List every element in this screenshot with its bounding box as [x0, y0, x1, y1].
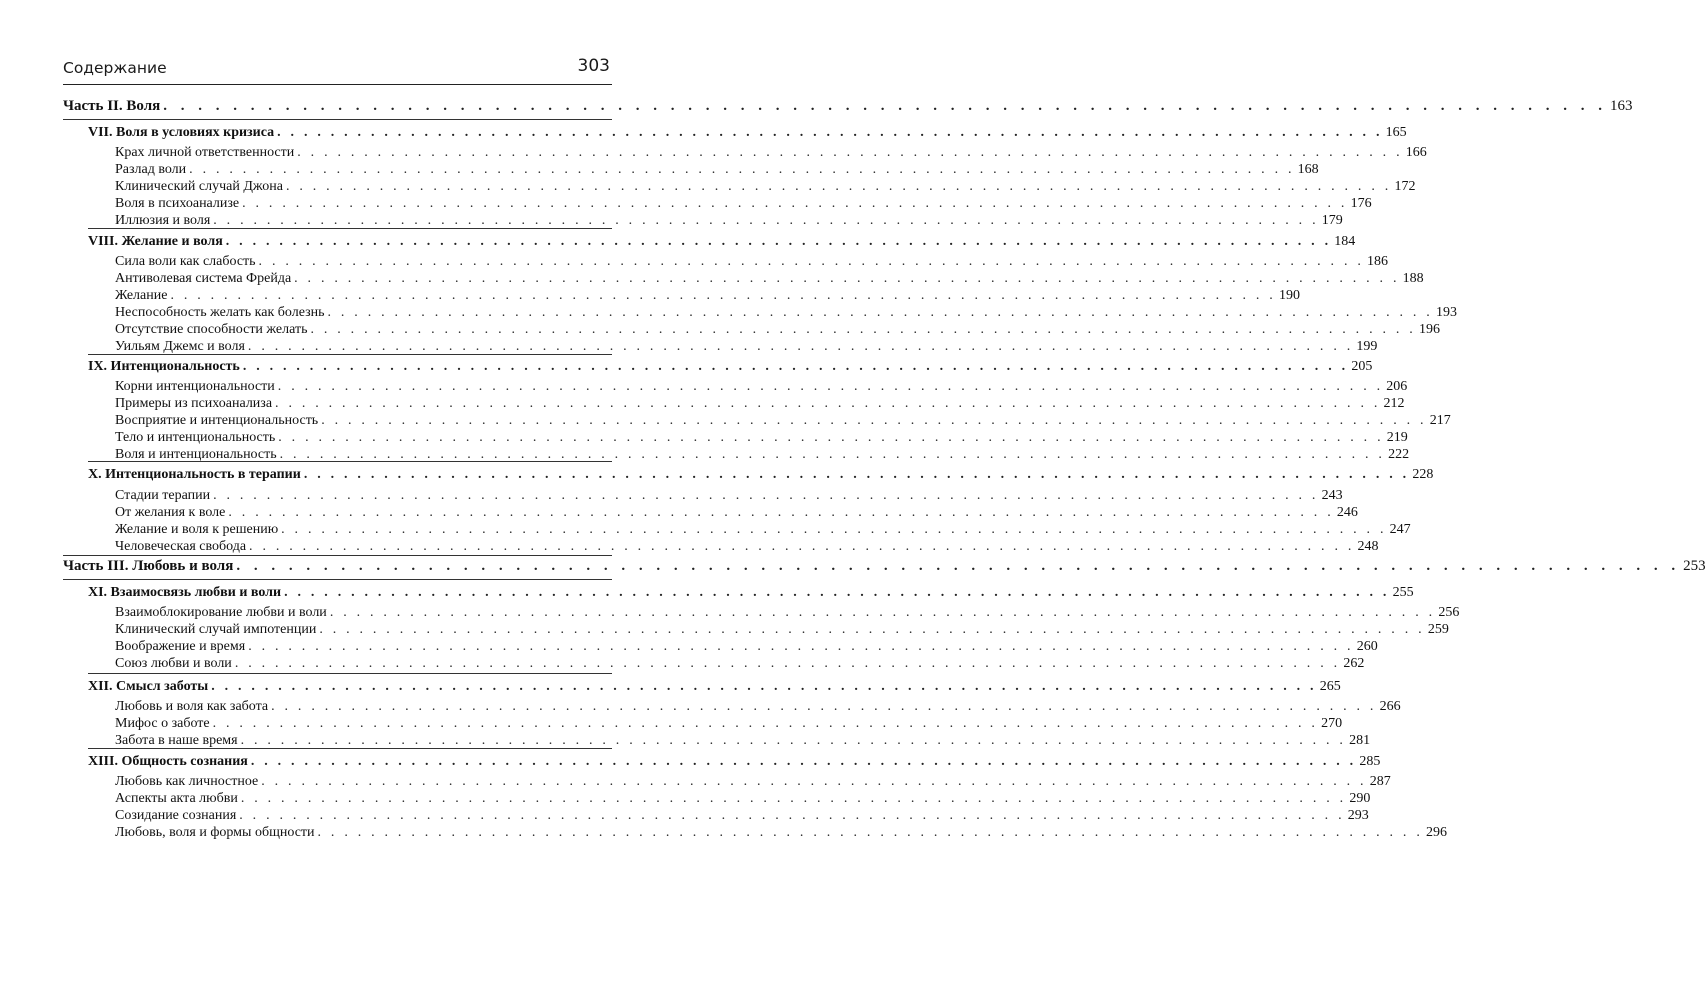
- dot-leader: . . . . . . . . . . . . . . . . . . . . . . . . . . . . . . . . . . . . . . . . . . . . . . . . . . . . . . . . . . . . . . . . . . . . . . . . . . . . . . . . . . .: [310, 322, 1416, 337]
- toc-section-entry[interactable]: [115, 522, 1411, 538]
- toc-entry-page: 253: [1683, 558, 1706, 574]
- toc-entry-page: 165: [1385, 125, 1407, 140]
- toc-entry-page: 190: [1278, 288, 1300, 303]
- toc-entry-page: 296: [1426, 825, 1448, 840]
- toc-entry-title: Аспекты акта любви: [115, 791, 238, 806]
- toc-entry-title: Человеческая свобода: [115, 539, 247, 554]
- dot-leader: . . . . . . . . . . . . . . . . . . . . . . . . . . . . . . . . . . . . . . . . . . . . . . . . . . . . . . . . . . . . . . . . . . . . . . . . . . . . . . . . . . .: [317, 825, 1424, 840]
- dot-leader: . . . . . . . . . . . . . . . . . . . . . . . . . . . . . . . . . . . . . . . . . . . . . . . . . . . . . . . . . . . . . . . . . . . . . . . . . . . . . . . . . . .: [225, 234, 1332, 249]
- toc-entry-title: Любовь, воля и формы общности: [115, 825, 315, 840]
- toc-entry-title: Воля и интенциональность: [115, 447, 277, 462]
- dot-leader: . . . . . . . . . . . . . . . . . . . . . . . . . . . . . . . . . . . . . . . . . . . . . . . . . . . . . . . . . . . . . . . . . . . . . . . . . . . . . . . . . . .: [228, 505, 1334, 520]
- dot-leader: . . . . . . . . . . . . . . . . . . . . . . . . . . . . . . . . . . . . . . . . . . . . . . . . . . . . . . . . . . . . . . . . . . . . . . . . . . . . . . . . . . .: [249, 539, 1355, 554]
- toc-entry-title: Крах личной ответственности: [115, 145, 295, 160]
- toc-entry-title: Воля в психоанализе: [115, 196, 240, 211]
- dot-leader: . . . . . . . . . . . . . . . . . . . . . . . . . . . . . . . . . . . . . . . . . . . . . . . . . . . . . . . . . . . . . . . . . . . . . . . . . . . . . . . . . . .: [303, 467, 1410, 482]
- toc-entry-title: Союз любви и воли: [115, 656, 232, 671]
- toc-entry-title: Восприятие и интенциональность: [115, 413, 319, 428]
- toc-entry-page: 247: [1389, 522, 1411, 537]
- toc-section-entry[interactable]: [115, 699, 1401, 715]
- toc-section-entry[interactable]: [115, 447, 1410, 463]
- toc-entry-page: 266: [1379, 699, 1401, 714]
- toc-chapter-entry[interactable]: [88, 234, 1356, 250]
- toc-entry-page: 256: [1438, 605, 1460, 620]
- dot-leader: . . . . . . . . . . . . . . . . . . . . . . . . . . . . . . . . . . . . . . . . . . . . . . . . . . . . . . . . . . . . . . . . . . . . . . . . . . . . . . . . . . .: [275, 396, 1381, 411]
- toc-part-entry[interactable]: [63, 558, 1706, 574]
- toc-entry-title: Клинический случай Джона: [115, 179, 283, 194]
- toc-section-entry[interactable]: [115, 305, 1457, 321]
- dot-leader: . . . . . . . . . . . . . . . . . . . . . . . . . . . . . . . . . . . . . . . . . . . . . . . . . . . . . . . . . . . . . . . . . . . . . . . . . . . . . . . . . . .: [189, 162, 1295, 177]
- toc-entry-page: 222: [1388, 447, 1410, 462]
- toc-section-entry[interactable]: [115, 213, 1343, 229]
- toc-section-entry[interactable]: [115, 488, 1343, 504]
- dot-leader: . . . . . . . . . . . . . . . . . . . . . . . . . . . . . . . . . . . . . . . . . . . . . . . . . . . . . . . . . . . . . . . . . . . . . . . . . . . . . . . . . . .: [327, 305, 1433, 320]
- toc-entry-page: 205: [1351, 359, 1373, 374]
- toc-entry-title: VII. Воля в условиях кризиса: [88, 125, 275, 140]
- toc-entry-title: Любовь как личностное: [115, 774, 259, 789]
- toc-entry-page: 287: [1369, 774, 1391, 789]
- toc-section-entry[interactable]: [115, 539, 1379, 555]
- toc-entry-page: 219: [1386, 430, 1408, 445]
- toc-chapter-entry[interactable]: [88, 679, 1341, 695]
- toc-entry-page: 193: [1436, 305, 1457, 320]
- toc-entry-page: 270: [1321, 716, 1343, 731]
- dot-leader: . . . . . . . . . . . . . . . . . . . . . . . . . . . . . . . . . . . . . . . . . . . . . . . . . . . . . . . . . . . . . . . . . . . . . . . . . . . . . . . . . . .: [163, 98, 1607, 114]
- dot-leader: . . . . . . . . . . . . . . . . . . . . . . . . . . . . . . . . . . . . . . . . . . . . . . . . . . . . . . . . . . . . . . . . . . . . . . . . . . . . . . . . . . .: [242, 359, 1349, 374]
- dot-leader: . . . . . . . . . . . . . . . . . . . . . . . . . . . . . . . . . . . . . . . . . . . . . . . . . . . . . . . . . . . . . . . . . . . . . . . . . . . . . . . . . . .: [319, 622, 1425, 637]
- toc-entry-title: X. Интенциональность в терапии: [88, 467, 301, 482]
- toc-entry-page: 172: [1394, 179, 1416, 194]
- toc-entry-page: 168: [1297, 162, 1319, 177]
- toc-section-entry[interactable]: [115, 288, 1300, 304]
- divider-rule: [63, 119, 612, 120]
- toc-entry-page: 260: [1356, 639, 1378, 654]
- toc-section-entry[interactable]: [115, 396, 1405, 412]
- toc-entry-title: Корни интенциональности: [115, 379, 275, 394]
- toc-entry-title: Неспособность желать как болезнь: [115, 305, 325, 320]
- toc-section-entry[interactable]: [115, 808, 1369, 824]
- toc-entry-title: XIII. Общность сознания: [88, 754, 248, 769]
- toc-section-entry[interactable]: [115, 774, 1391, 790]
- toc-entry-page: 206: [1386, 379, 1408, 394]
- toc-section-entry[interactable]: [115, 145, 1427, 161]
- toc-entry-title: Стадии терапии: [115, 488, 211, 503]
- toc-entry-page: 166: [1405, 145, 1427, 160]
- divider-rule: [63, 555, 612, 556]
- toc-entry-title: Иллюзия и воля: [115, 213, 211, 228]
- dot-leader: . . . . . . . . . . . . . . . . . . . . . . . . . . . . . . . . . . . . . . . . . . . . . . . . . . . . . . . . . . . . . . . . . . . . . . . . . . . . . . . . . . .: [250, 754, 1357, 769]
- toc-section-entry[interactable]: [115, 254, 1389, 270]
- dot-leader: . . . . . . . . . . . . . . . . . . . . . . . . . . . . . . . . . . . . . . . . . . . . . . . . . . . . . . . . . . . . . . . . . . . . . . . . . . . . . . . . . . .: [261, 774, 1367, 789]
- toc-entry-title: XI. Взаимосвязь любви и воли: [88, 585, 282, 600]
- toc-section-entry[interactable]: [115, 656, 1365, 672]
- toc-section-entry[interactable]: [115, 162, 1319, 178]
- dot-leader: . . . . . . . . . . . . . . . . . . . . . . . . . . . . . . . . . . . . . . . . . . . . . . . . . . . . . . . . . . . . . . . . . . . . . . . . . . . . . . . . . . .: [248, 639, 1354, 654]
- toc-entry-page: 248: [1357, 539, 1379, 554]
- toc-entry-page: 163: [1609, 98, 1633, 114]
- dot-leader: . . . . . . . . . . . . . . . . . . . . . . . . . . . . . . . . . . . . . . . . . . . . . . . . . . . . . . . . . . . . . . . . . . . . . . . . . . . . . . . . . . .: [278, 430, 1384, 445]
- dot-leader: . . . . . . . . . . . . . . . . . . . . . . . . . . . . . . . . . . . . . . . . . . . . . . . . . . . . . . . . . . . . . . . . . . . . . . . . . . . . . . . . . . .: [277, 379, 1384, 394]
- toc-entry-title: Клинический случай импотенции: [115, 622, 317, 637]
- toc-entry-page: 228: [1412, 467, 1434, 482]
- toc-section-entry[interactable]: [115, 271, 1424, 287]
- dot-leader: . . . . . . . . . . . . . . . . . . . . . . . . . . . . . . . . . . . . . . . . . . . . . . . . . . . . . . . . . . . . . . . . . . . . . . . . . . . . . . . . . . .: [236, 558, 1681, 574]
- toc-entry-page: 186: [1367, 254, 1389, 269]
- toc-entry-page: 199: [1356, 339, 1378, 354]
- toc-entry-page: 179: [1321, 213, 1343, 228]
- toc-section-entry[interactable]: [115, 622, 1449, 638]
- toc-entry-page: 285: [1359, 754, 1381, 769]
- toc-entry-page: 281: [1349, 733, 1371, 748]
- toc-part-entry[interactable]: [63, 98, 1633, 114]
- toc-entry-title: Мифос о заботе: [115, 716, 210, 731]
- toc-entry-page: 243: [1321, 488, 1343, 503]
- toc-section-entry[interactable]: [115, 605, 1460, 621]
- toc-entry-page: 246: [1336, 505, 1358, 520]
- toc-chapter-entry[interactable]: [88, 467, 1434, 483]
- toc-entry-page: 212: [1383, 396, 1405, 411]
- dot-leader: . . . . . . . . . . . . . . . . . . . . . . . . . . . . . . . . . . . . . . . . . . . . . . . . . . . . . . . . . . . . . . . . . . . . . . . . . . . . . . . . . . .: [281, 522, 1387, 537]
- toc-entry-title: IX. Интенциональность: [88, 359, 240, 374]
- toc-section-entry[interactable]: [115, 196, 1372, 212]
- toc-section-entry[interactable]: [115, 379, 1408, 395]
- dot-leader: . . . . . . . . . . . . . . . . . . . . . . . . . . . . . . . . . . . . . . . . . . . . . . . . . . . . . . . . . . . . . . . . . . . . . . . . . . . . . . . . . . .: [240, 791, 1347, 806]
- dot-leader: . . . . . . . . . . . . . . . . . . . . . . . . . . . . . . . . . . . . . . . . . . . . . . . . . . . . . . . . . . . . . . . . . . . . . . . . . . . . . . . . . . .: [170, 288, 1276, 303]
- toc-chapter-entry[interactable]: [88, 359, 1373, 375]
- toc-entry-page: 184: [1334, 234, 1356, 249]
- toc-entry-title: Разлад воли: [115, 162, 187, 177]
- toc-entry-title: Тело и интенциональность: [115, 430, 276, 445]
- toc-entry-page: 176: [1350, 196, 1372, 211]
- toc-entry-page: 217: [1429, 413, 1451, 428]
- dot-leader: . . . . . . . . . . . . . . . . . . . . . . . . . . . . . . . . . . . . . . . . . . . . . . . . . . . . . . . . . . . . . . . . . . . . . . . . . . . . . . . . . . .: [258, 254, 1365, 269]
- dot-leader: . . . . . . . . . . . . . . . . . . . . . . . . . . . . . . . . . . . . . . . . . . . . . . . . . . . . . . . . . . . . . . . . . . . . . . . . . . . . . . . . . . .: [239, 808, 1345, 823]
- dot-leader: . . . . . . . . . . . . . . . . . . . . . . . . . . . . . . . . . . . . . . . . . . . . . . . . . . . . . . . . . . . . . . . . . . . . . . . . . . . . . . . . . . .: [213, 488, 1319, 503]
- toc-entry-title: Часть III. Любовь и воля: [63, 558, 234, 574]
- toc-entry-title: Воображение и время: [115, 639, 246, 654]
- toc-section-entry[interactable]: [115, 791, 1371, 807]
- dot-leader: . . . . . . . . . . . . . . . . . . . . . . . . . . . . . . . . . . . . . . . . . . . . . . . . . . . . . . . . . . . . . . . . . . . . . . . . . . . . . . . . . . .: [211, 679, 1317, 694]
- dot-leader: . . . . . . . . . . . . . . . . . . . . . . . . . . . . . . . . . . . . . . . . . . . . . . . . . . . . . . . . . . . . . . . . . . . . . . . . . . . . . . . . . . .: [279, 447, 1386, 462]
- dot-leader: . . . . . . . . . . . . . . . . . . . . . . . . . . . . . . . . . . . . . . . . . . . . . . . . . . . . . . . . . . . . . . . . . . . . . . . . . . . . . . . . . . .: [297, 145, 1403, 160]
- toc-entry-title: Желание и воля к решению: [115, 522, 279, 537]
- dot-leader: . . . . . . . . . . . . . . . . . . . . . . . . . . . . . . . . . . . . . . . . . . . . . . . . . . . . . . . . . . . . . . . . . . . . . . . . . . . . . . . . . . .: [271, 699, 1377, 714]
- toc-entry-page: 293: [1347, 808, 1369, 823]
- toc-section-entry[interactable]: [115, 322, 1440, 338]
- toc-entry-title: Желание: [115, 288, 168, 303]
- toc-entry-title: Забота в наше время: [115, 733, 238, 748]
- toc-entry-title: Любовь и воля как забота: [115, 699, 269, 714]
- toc-entry-title: От желания к воле: [115, 505, 226, 520]
- toc-entry-page: 290: [1349, 791, 1371, 806]
- page-number: 303: [577, 56, 610, 76]
- dot-leader: . . . . . . . . . . . . . . . . . . . . . . . . . . . . . . . . . . . . . . . . . . . . . . . . . . . . . . . . . . . . . . . . . . . . . . . . . . . . . . . . . . .: [277, 125, 1383, 140]
- dot-leader: . . . . . . . . . . . . . . . . . . . . . . . . . . . . . . . . . . . . . . . . . . . . . . . . . . . . . . . . . . . . . . . . . . . . . . . . . . . . . . . . . . .: [247, 339, 1354, 354]
- toc-entry-title: XII. Смысл заботы: [88, 679, 209, 694]
- dot-leader: . . . . . . . . . . . . . . . . . . . . . . . . . . . . . . . . . . . . . . . . . . . . . . . . . . . . . . . . . . . . . . . . . . . . . . . . . . . . . . . . . . .: [213, 213, 1319, 228]
- divider-rule: [88, 673, 612, 674]
- toc-section-entry[interactable]: [115, 639, 1378, 655]
- dot-leader: . . . . . . . . . . . . . . . . . . . . . . . . . . . . . . . . . . . . . . . . . . . . . . . . . . . . . . . . . . . . . . . . . . . . . . . . . . . . . . . . . . .: [329, 605, 1436, 620]
- toc-entry-title: Примеры из психоанализа: [115, 396, 273, 411]
- divider-rule: [63, 579, 612, 580]
- toc-section-entry[interactable]: [115, 825, 1448, 841]
- toc-section-entry[interactable]: [115, 413, 1451, 429]
- dot-leader: . . . . . . . . . . . . . . . . . . . . . . . . . . . . . . . . . . . . . . . . . . . . . . . . . . . . . . . . . . . . . . . . . . . . . . . . . . . . . . . . . . .: [240, 733, 1347, 748]
- toc-section-entry[interactable]: [115, 733, 1371, 749]
- toc-section-entry[interactable]: [115, 505, 1358, 521]
- toc-entry-title: Созидание сознания: [115, 808, 237, 823]
- toc-section-entry[interactable]: [115, 179, 1416, 195]
- toc-section-entry[interactable]: [115, 716, 1343, 732]
- toc-chapter-entry[interactable]: [88, 585, 1414, 601]
- toc-chapter-entry[interactable]: [88, 754, 1381, 770]
- header-title: Содержание: [63, 59, 167, 77]
- toc-entry-page: 188: [1402, 271, 1424, 286]
- toc-entry-title: Антиволевая система Фрейда: [115, 271, 292, 286]
- toc-entry-page: 196: [1418, 322, 1440, 337]
- dot-leader: . . . . . . . . . . . . . . . . . . . . . . . . . . . . . . . . . . . . . . . . . . . . . . . . . . . . . . . . . . . . . . . . . . . . . . . . . . . . . . . . . . .: [321, 413, 1427, 428]
- toc-entry-title: Взаимоблокирование любви и воли: [115, 605, 327, 620]
- toc-chapter-entry[interactable]: [88, 125, 1407, 141]
- dot-leader: . . . . . . . . . . . . . . . . . . . . . . . . . . . . . . . . . . . . . . . . . . . . . . . . . . . . . . . . . . . . . . . . . . . . . . . . . . . . . . . . . . .: [294, 271, 1400, 286]
- toc-entry-title: Уильям Джемс и воля: [115, 339, 245, 354]
- dot-leader: . . . . . . . . . . . . . . . . . . . . . . . . . . . . . . . . . . . . . . . . . . . . . . . . . . . . . . . . . . . . . . . . . . . . . . . . . . . . . . . . . . .: [242, 196, 1348, 211]
- dot-leader: . . . . . . . . . . . . . . . . . . . . . . . . . . . . . . . . . . . . . . . . . . . . . . . . . . . . . . . . . . . . . . . . . . . . . . . . . . . . . . . . . . .: [285, 179, 1392, 194]
- toc-entry-page: 262: [1343, 656, 1365, 671]
- toc-entry-title: Часть II. Воля: [63, 98, 161, 114]
- dot-leader: . . . . . . . . . . . . . . . . . . . . . . . . . . . . . . . . . . . . . . . . . . . . . . . . . . . . . . . . . . . . . . . . . . . . . . . . . . . . . . . . . . .: [234, 656, 1341, 671]
- toc-entry-title: Отсутствие способности желать: [115, 322, 308, 337]
- toc-entry-page: 265: [1319, 679, 1341, 694]
- dot-leader: . . . . . . . . . . . . . . . . . . . . . . . . . . . . . . . . . . . . . . . . . . . . . . . . . . . . . . . . . . . . . . . . . . . . . . . . . . . . . . . . . . .: [212, 716, 1319, 731]
- toc-entry-page: 259: [1427, 622, 1449, 637]
- toc-entry-page: 255: [1392, 585, 1414, 600]
- toc-section-entry[interactable]: [115, 339, 1378, 355]
- toc-entry-title: Сила воли как слабость: [115, 254, 256, 269]
- toc-section-entry[interactable]: [115, 430, 1408, 446]
- dot-leader: . . . . . . . . . . . . . . . . . . . . . . . . . . . . . . . . . . . . . . . . . . . . . . . . . . . . . . . . . . . . . . . . . . . . . . . . . . . . . . . . . . .: [284, 585, 1390, 600]
- toc-entry-title: VIII. Желание и воля: [88, 234, 223, 249]
